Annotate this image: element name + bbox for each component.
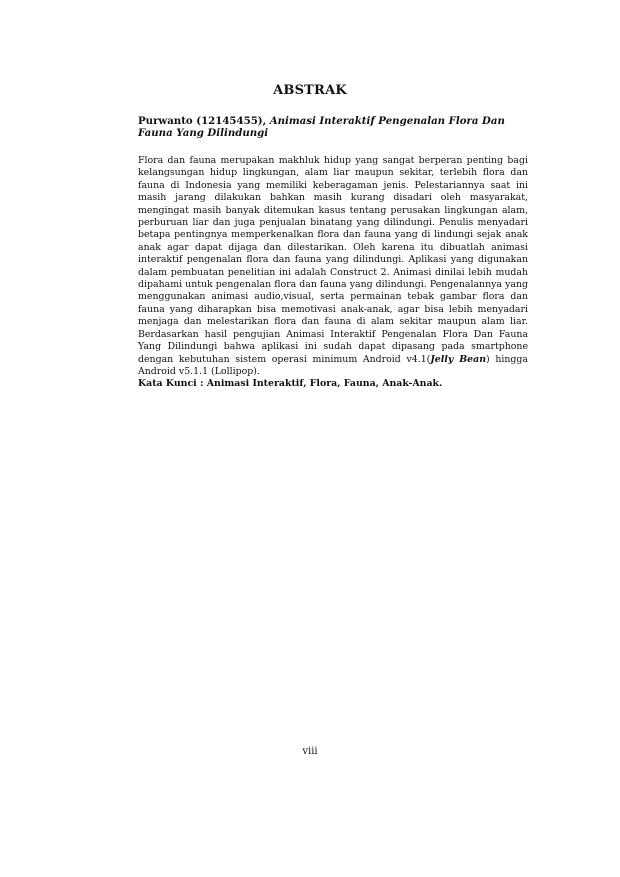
page-number: viii: [302, 746, 318, 757]
abstract-text-part-2: ) hingga Android v5.1.1 (Lollipop).: [138, 353, 528, 377]
thesis-title: Animasi Interaktif Pengenalan Flora Dan Fauna Yang Dilindungi: [138, 115, 505, 139]
author-heading: [138, 115, 528, 139]
abstract-body: [138, 155, 528, 391]
keywords-line: Kata Kunci : Animasi Interaktif, Flora, Fauna, Anak-Anak.: [138, 378, 443, 390]
abstract-italic-term: Jelly Bean: [430, 353, 487, 365]
abstract-text-part-1: Flora dan fauna merupakan makhluk hidup yang sangat berperan penting bagi kelangsungan hidup lingkungan, alam liar maupun sekitar, terlebih flora dan fauna di Indonesia yang memiliki keberagaman jenis. Pelestariannya saat ini masih jarang dilakukan bahkan masih kurang disadari oleh masyarakat, mengingat masih banyak ditemukan kasus tentang perusakan lingkungan alam, perburuan liar dan juga penjualan binatang yang dilindungi. Penulis menyadari betapa pentingnya memperkenalkan flora dan fauna yang di lindungi sejak anak anak agar dapat dijaga dan dilestarikan. Oleh karena itu dibuatlah animasi interaktif pengenalan flora dan fauna yang dilindungi. Aplikasi yang digunakan dalam pembuatan penelitian ini adalah Construct 2. Animasi dinilai lebih mudah dipahami untuk pengenalan flora dan fauna yang dilindungi. Pengenalannya yang menggunakan animasi audio,visual, serta permainan tebak gambar flora dan fauna yang diharapkan bisa memotivasi anak-anak, agar bisa lebih menyadari menjaga dan melestarikan flora dan fauna di alam sekitar maupun alam liar. Berdasarkan hasil pengujian Animasi Interaktif Pengenalan Flora Dan Fauna Yang Dilindungi bahwa aplikasi ini sudah dapat dipasang pada smartphone dengan kebutuhan sistem operasi minimum Android v4.1(: [138, 155, 528, 365]
abstract-title: ABSTRAK: [273, 83, 347, 98]
author-name: Purwanto (12145455),: [138, 115, 267, 127]
abstract-paragraph: [138, 155, 528, 378]
